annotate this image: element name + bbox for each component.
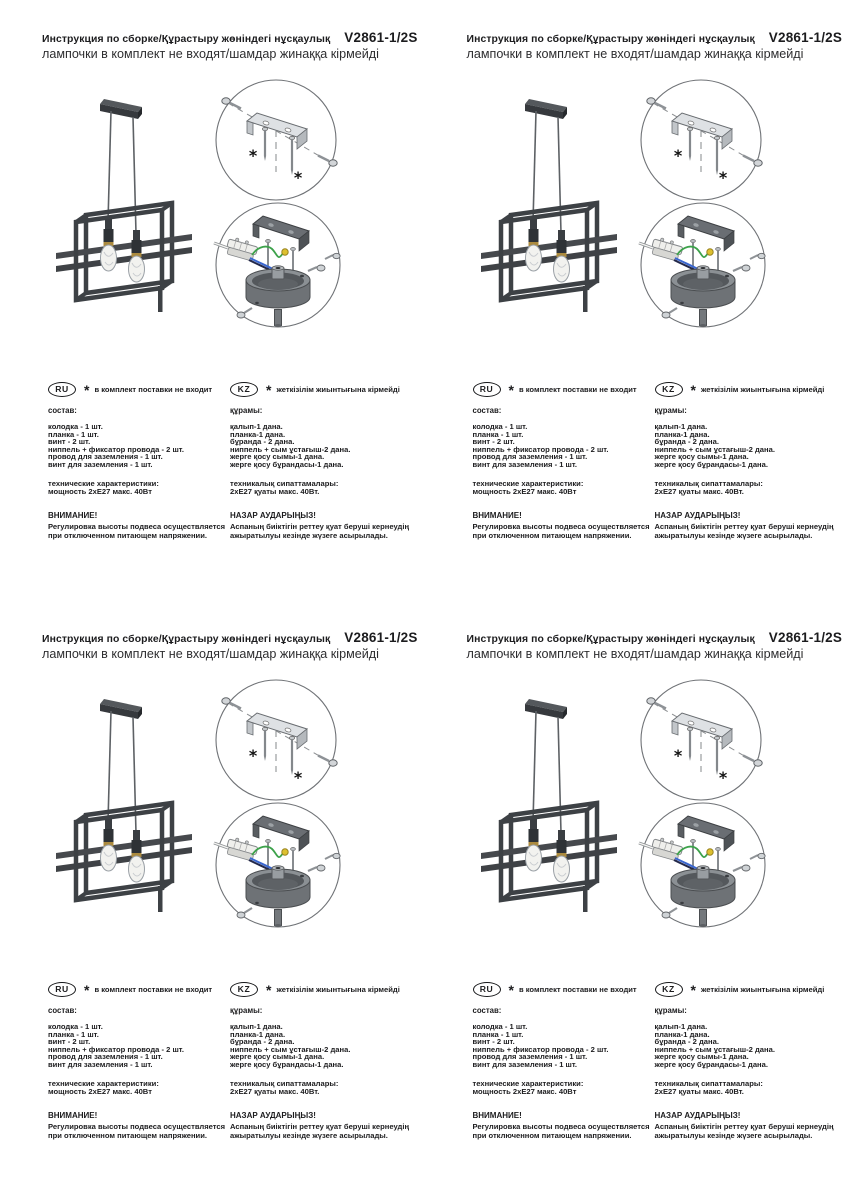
model-number: V2861-1/2S	[768, 30, 843, 45]
kz-section	[655, 982, 844, 1140]
bracket-detail-circle	[641, 80, 762, 200]
asterisk-label: *	[718, 768, 727, 787]
list-item: жерге қосу сымы-1 дана.	[654, 452, 749, 461]
ru-warning-text: Регулировка высоты подвеса осуществляется при отключенном питающем напряжении.	[48, 521, 226, 540]
asterisk-icon: *	[266, 382, 272, 398]
kz-warning-title: НАЗАР АУДАРЫҢЫЗ!	[230, 510, 316, 520]
wiring-detail-circle	[639, 203, 765, 327]
kz-parts-list	[230, 423, 419, 468]
kz-warning-text: Аспаның биіктігін реттеу қуат беруші кернеудің ажыратылуы кезінде жүзеге асырылады.	[230, 521, 410, 540]
kz-tech-title: техникалық сипаттамалары:	[230, 479, 339, 488]
ru-language-badge: RU	[473, 982, 501, 997]
kz-tech-value: 2хЕ27 қуаты макс. 40Вт.	[654, 1087, 744, 1097]
kz-parts-list	[655, 1023, 844, 1068]
ru-tech-specs	[48, 1080, 230, 1097]
list-item: қалып-1 дана.	[230, 422, 283, 431]
kz-parts-list	[230, 1023, 419, 1068]
ru-list-title: состав:	[48, 1006, 77, 1015]
list-item: винт - 2 шт.	[472, 1037, 515, 1046]
kz-list-title: құрамы:	[654, 1006, 687, 1015]
ru-warning	[48, 1111, 230, 1141]
kz-language-badge: KZ	[230, 982, 258, 997]
list-item: планка-1 дана.	[654, 429, 710, 439]
list-item: планка-1 дана.	[230, 1029, 286, 1039]
kz-tech-value: 2хЕ27 қуаты макс. 40Вт.	[230, 487, 320, 497]
ru-badge-row	[473, 982, 655, 996]
list-item: планка - 1 шт.	[48, 429, 99, 439]
kz-badge-row	[655, 982, 844, 996]
kz-list-title: құрамы:	[230, 406, 263, 415]
kz-badge-row	[655, 382, 844, 396]
list-item: жерге қосу бұрандасы-1 дана.	[654, 459, 768, 469]
list-item: жерге қосу бұрандасы-1 дана.	[654, 1059, 768, 1069]
list-item: колодка - 1 шт.	[472, 1022, 528, 1031]
kz-warning	[655, 511, 844, 541]
kz-tech-value: 2хЕ27 қуаты макс. 40Вт.	[654, 487, 744, 497]
kz-list-title: құрамы:	[654, 406, 687, 415]
kz-section	[655, 382, 844, 540]
kz-list-title: құрамы:	[230, 1006, 263, 1015]
ru-tech-specs	[473, 1080, 655, 1097]
list-item: ниппель + сым ұстағыш-2 дана.	[654, 1044, 775, 1054]
asterisk-icon: *	[508, 982, 514, 998]
list-item: бұранда - 2 дана.	[230, 1037, 295, 1046]
ru-warning	[473, 1111, 655, 1141]
pendant-lamp-drawing	[481, 99, 617, 312]
header	[466, 30, 843, 61]
list-item: ниппель + сым ұстағыш-2 дана.	[230, 444, 351, 454]
assembly-title: Инструкция по сборке/Құрастыру жөніндегі нұсқаулық	[466, 34, 755, 45]
ru-section	[48, 382, 230, 540]
kz-warning-title: НАЗАР АУДАРЫҢЫЗ!	[230, 1110, 316, 1120]
kz-section	[230, 982, 419, 1140]
model-number: V2861-1/2S	[768, 630, 843, 645]
model-number: V2861-1/2S	[344, 30, 418, 45]
list-item: планка - 1 шт.	[472, 1029, 524, 1039]
ru-warning-title: ВНИМАНИЕ!	[472, 510, 522, 520]
instruction-quadrant	[0, 600, 425, 1200]
asterisk-icon: *	[84, 382, 90, 398]
list-item: планка - 1 шт.	[472, 429, 524, 439]
ru-not-included-note: в комплект поставки не входит	[94, 384, 213, 394]
ru-badge-row	[48, 382, 230, 396]
asterisk-icon: *	[508, 382, 514, 398]
ru-section	[473, 382, 655, 540]
list-item: жерге қосу сымы-1 дана.	[654, 1052, 749, 1061]
instruction-quadrant	[0, 0, 425, 600]
list-item: колодка - 1 шт.	[48, 1022, 103, 1031]
bracket-detail-circle	[641, 680, 762, 800]
parts-columns	[48, 382, 419, 540]
list-item: винт для заземления - 1 шт.	[48, 1059, 153, 1069]
ru-tech-title: технические характеристики:	[472, 1079, 584, 1088]
header	[466, 630, 843, 661]
kz-language-badge: KZ	[230, 382, 258, 397]
list-item: провод для заземления - 1 шт.	[472, 1052, 588, 1061]
pendant-lamp-drawing	[56, 99, 192, 312]
kz-language-badge: KZ	[655, 982, 683, 997]
kz-tech-specs	[230, 1080, 419, 1097]
ru-warning-title: ВНИМАНИЕ!	[472, 1110, 522, 1120]
list-item: бұранда - 2 дана.	[654, 1037, 719, 1046]
ru-badge-row	[473, 382, 655, 396]
header-title-line1	[466, 630, 843, 645]
asterisk-icon: *	[84, 982, 90, 998]
asterisk-label: *	[293, 768, 303, 787]
ru-list-title: состав:	[48, 406, 77, 415]
ru-not-included-note: в комплект поставки не входит	[518, 984, 637, 994]
ru-tech-value: мощность 2хЕ27 макс. 40Вт	[472, 1087, 577, 1097]
asterisk-label: *	[293, 168, 303, 187]
model-number: V2861-1/2S	[344, 630, 418, 645]
parts-columns	[473, 382, 844, 540]
list-item: қалып-1 дана.	[654, 1022, 708, 1031]
list-item: жерге қосу бұрандасы-1 дана.	[230, 1059, 344, 1069]
ru-tech-value: мощность 2хЕ27 макс. 40Вт	[48, 487, 152, 497]
kz-warning-text: Аспаның биіктігін реттеу қуат беруші кернеудің ажыратылуы кезінде жүзеге асырылады.	[654, 521, 834, 540]
kz-warning-title: НАЗАР АУДАРЫҢЫЗ!	[654, 1110, 741, 1120]
pendant-lamp-drawing	[481, 699, 617, 912]
list-item: ниппель + сым ұстағыш-2 дана.	[230, 1044, 351, 1054]
kz-not-included-note: жеткізілім жиынтығына кірмейді	[700, 384, 825, 394]
list-item: жерге қосу бұрандасы-1 дана.	[230, 459, 344, 469]
kz-tech-title: техникалық сипаттамалары:	[654, 1079, 763, 1088]
kz-warning	[230, 511, 419, 541]
asterisk-label: *	[248, 746, 258, 765]
list-item: винт для заземления - 1 шт.	[472, 1059, 578, 1069]
kz-warning-title: НАЗАР АУДАРЫҢЫЗ!	[654, 510, 741, 520]
ru-tech-value: мощность 2хЕ27 макс. 40Вт	[48, 1087, 152, 1097]
ru-warning	[48, 511, 230, 541]
ru-list-title: состав:	[472, 406, 502, 415]
list-item: планка-1 дана.	[230, 429, 286, 439]
ru-warning-text: Регулировка высоты подвеса осуществляется при отключенном питающем напряжении.	[472, 1121, 650, 1140]
kz-parts-list	[655, 423, 844, 468]
assembly-title: Инструкция по сборке/Құрастыру жөніндегі нұсқаулық	[42, 34, 331, 45]
asterisk-label: *	[718, 168, 727, 187]
assembly-diagram	[425, 72, 849, 382]
instruction-quadrant	[425, 600, 849, 1200]
ru-language-badge: RU	[473, 382, 501, 397]
ru-parts-list	[473, 423, 655, 468]
kz-tech-title: техникалық сипаттамалары:	[654, 479, 763, 488]
list-item: ниппель + фиксатор провода - 2 шт.	[472, 1044, 609, 1054]
assembly-diagram	[0, 672, 425, 982]
assembly-title: Инструкция по сборке/Құрастыру жөніндегі нұсқаулық	[466, 634, 755, 645]
wiring-detail-circle	[639, 803, 765, 927]
kz-section	[230, 382, 419, 540]
ru-warning-text: Регулировка высоты подвеса осуществляется при отключенном питающем напряжении.	[48, 1121, 226, 1140]
kz-tech-specs	[230, 480, 419, 497]
asterisk-label: *	[673, 146, 682, 165]
header-title-line2: лампочки в комплект не входят/шамдар жинаққа кірмейді	[42, 647, 379, 661]
asterisk-label: *	[673, 746, 682, 765]
ru-not-included-note: в комплект поставки не входит	[518, 384, 637, 394]
header-title-line2: лампочки в комплект не входят/шамдар жинаққа кірмейді	[466, 47, 804, 61]
asterisk-icon: *	[690, 382, 696, 398]
list-item: провод для заземления - 1 шт.	[48, 1052, 163, 1061]
ru-badge-row	[48, 982, 230, 996]
header-title-line1	[42, 30, 418, 45]
list-item: винт - 2 шт.	[472, 437, 515, 446]
ru-tech-title: технические характеристики:	[48, 1079, 159, 1088]
list-item: винт для заземления - 1 шт.	[472, 459, 578, 469]
asterisk-label: *	[248, 146, 258, 165]
bracket-detail-circle	[216, 680, 337, 800]
header-title-line1	[466, 30, 843, 45]
list-item: бұранда - 2 дана.	[230, 437, 295, 446]
list-item: планка-1 дана.	[654, 1029, 710, 1039]
kz-badge-row	[230, 982, 419, 996]
ru-parts-list	[48, 1023, 230, 1068]
list-item: винт - 2 шт.	[48, 437, 91, 446]
ru-list-title: состав:	[472, 1006, 502, 1015]
kz-warning-text: Аспаның биіктігін реттеу қуат беруші кернеудің ажыратылуы кезінде жүзеге асырылады.	[230, 1121, 410, 1140]
ru-tech-value: мощность 2хЕ27 макс. 40Вт	[472, 487, 577, 497]
parts-columns	[48, 982, 419, 1140]
ru-section	[48, 982, 230, 1140]
kz-tech-specs	[655, 1080, 844, 1097]
list-item: колодка - 1 шт.	[48, 422, 103, 431]
list-item: бұранда - 2 дана.	[654, 437, 719, 446]
list-item: винт для заземления - 1 шт.	[48, 459, 153, 469]
asterisk-icon: *	[690, 982, 696, 998]
kz-not-included-note: жеткізілім жиынтығына кірмейді	[276, 984, 400, 994]
kz-tech-title: техникалық сипаттамалары:	[230, 1079, 339, 1088]
header-title-line1	[42, 630, 418, 645]
ru-warning	[473, 511, 655, 541]
assembly-diagram	[425, 672, 849, 982]
list-item: ниппель + фиксатор провода - 2 шт.	[472, 444, 609, 454]
ru-warning-title: ВНИМАНИЕ!	[48, 510, 98, 520]
list-item: провод для заземления - 1 шт.	[472, 452, 588, 461]
kz-tech-value: 2хЕ27 қуаты макс. 40Вт.	[230, 1087, 320, 1097]
list-item: ниппель + сым ұстағыш-2 дана.	[654, 444, 775, 454]
header-title-line2: лампочки в комплект не входят/шамдар жинаққа кірмейді	[42, 47, 379, 61]
ru-language-badge: RU	[48, 382, 76, 397]
header	[42, 630, 418, 661]
ru-language-badge: RU	[48, 982, 76, 997]
instruction-quadrant	[425, 0, 849, 600]
list-item: планка - 1 шт.	[48, 1029, 99, 1039]
kz-not-included-note: жеткізілім жиынтығына кірмейді	[276, 384, 400, 394]
wiring-detail-circle	[214, 803, 340, 927]
ru-tech-title: технические характеристики:	[472, 479, 584, 488]
kz-warning	[655, 1111, 844, 1141]
parts-columns	[473, 982, 844, 1140]
list-item: ниппель + фиксатор провода - 2 шт.	[48, 1044, 184, 1054]
ru-tech-title: технические характеристики:	[48, 479, 159, 488]
ru-section	[473, 982, 655, 1140]
ru-parts-list	[48, 423, 230, 468]
ru-warning-title: ВНИМАНИЕ!	[48, 1110, 98, 1120]
kz-badge-row	[230, 382, 419, 396]
kz-not-included-note: жеткізілім жиынтығына кірмейді	[700, 984, 825, 994]
list-item: қалып-1 дана.	[654, 422, 708, 431]
kz-warning	[230, 1111, 419, 1141]
wiring-detail-circle	[214, 203, 340, 327]
list-item: жерге қосу сымы-1 дана.	[230, 1052, 325, 1061]
list-item: колодка - 1 шт.	[472, 422, 528, 431]
header-title-line2: лампочки в комплект не входят/шамдар жинаққа кірмейді	[466, 647, 804, 661]
ru-not-included-note: в комплект поставки не входит	[94, 984, 213, 994]
list-item: жерге қосу сымы-1 дана.	[230, 452, 325, 461]
header	[42, 30, 418, 61]
list-item: ниппель + фиксатор провода - 2 шт.	[48, 444, 184, 454]
ru-parts-list	[473, 1023, 655, 1068]
kz-tech-specs	[655, 480, 844, 497]
list-item: провод для заземления - 1 шт.	[48, 452, 163, 461]
bracket-detail-circle	[216, 80, 337, 200]
asterisk-icon: *	[266, 982, 272, 998]
pendant-lamp-drawing	[56, 699, 192, 912]
assembly-diagram	[0, 72, 425, 382]
kz-language-badge: KZ	[655, 382, 683, 397]
list-item: винт - 2 шт.	[48, 1037, 91, 1046]
list-item: қалып-1 дана.	[230, 1022, 283, 1031]
ru-tech-specs	[473, 480, 655, 497]
ru-warning-text: Регулировка высоты подвеса осуществляется при отключенном питающем напряжении.	[472, 521, 650, 540]
assembly-title: Инструкция по сборке/Құрастыру жөніндегі нұсқаулық	[42, 634, 331, 645]
ru-tech-specs	[48, 480, 230, 497]
kz-warning-text: Аспаның биіктігін реттеу қуат беруші кернеудің ажыратылуы кезінде жүзеге асырылады.	[654, 1121, 834, 1140]
